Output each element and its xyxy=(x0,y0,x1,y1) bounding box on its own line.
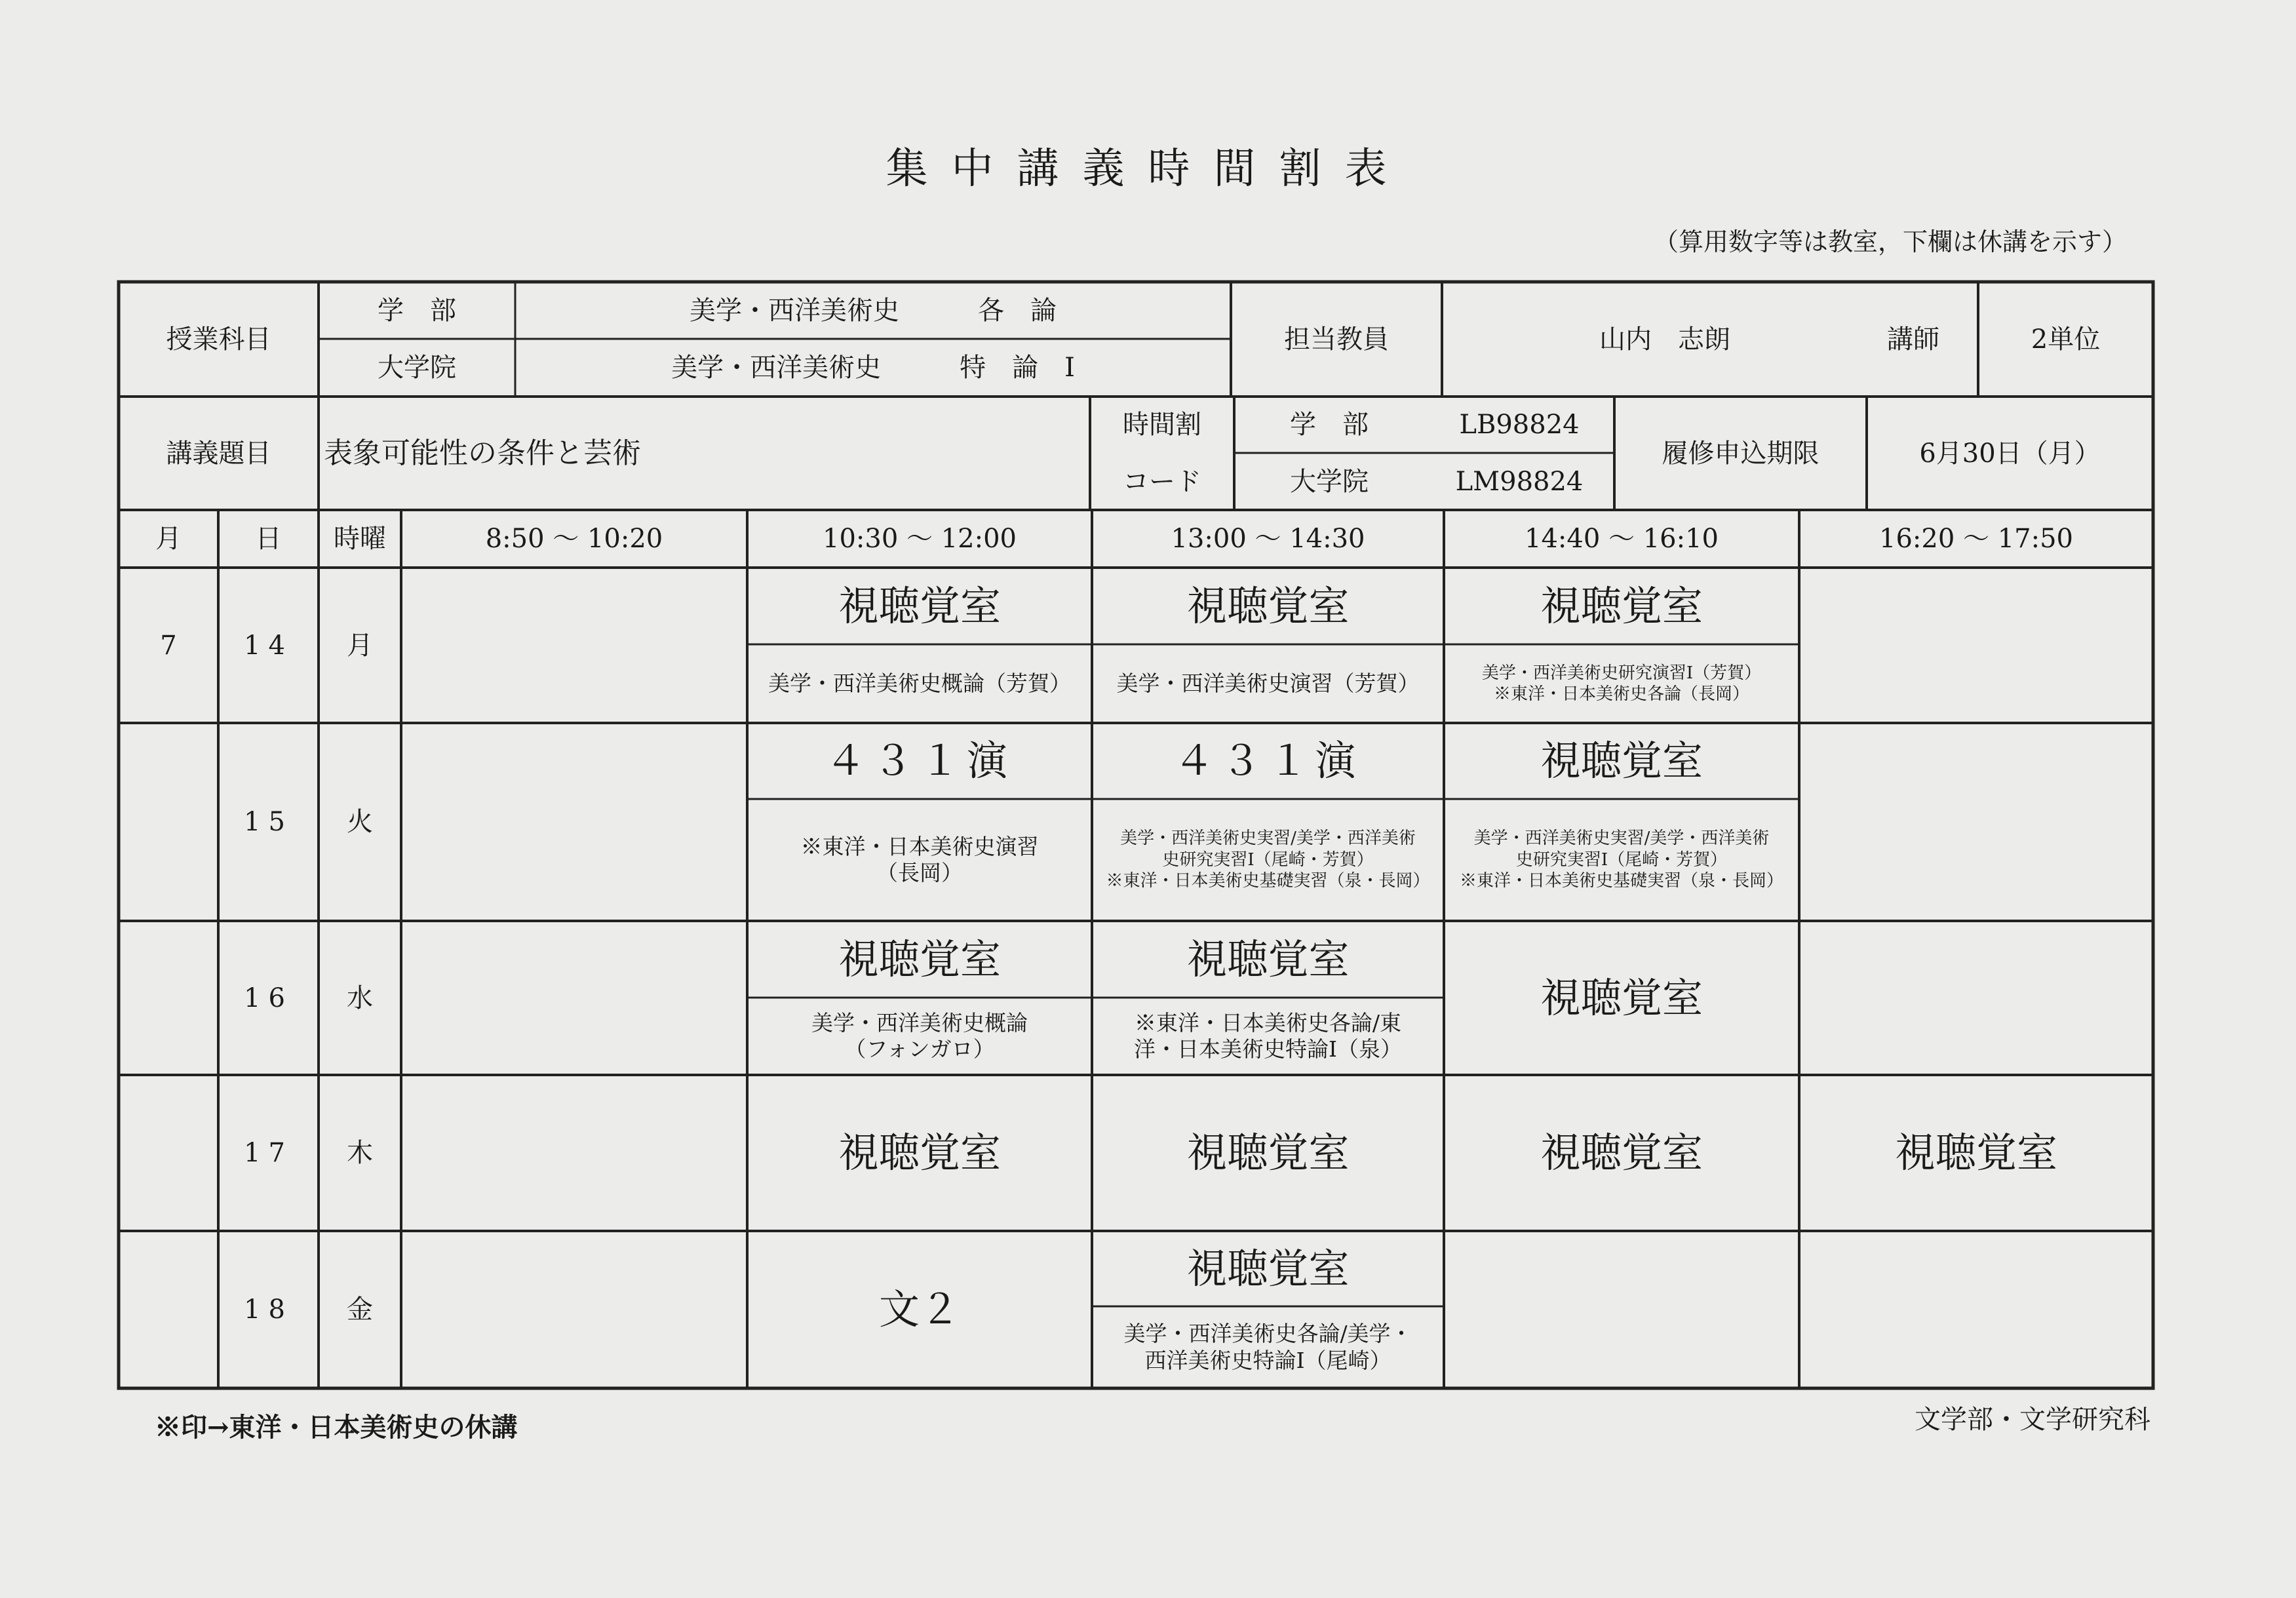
cancel-note: 美学・西洋美術史研究演習Ⅰ（芳賀） ※東洋・日本美術史各論（長岡） xyxy=(1481,663,1762,704)
legend-note: （算用数字等は教室，下欄は休講を示す） xyxy=(1653,227,2127,256)
room: 視聴覚室 xyxy=(1186,935,1350,983)
teacher-label: 担当教員 xyxy=(1284,324,1389,355)
room: 視聴覚室 xyxy=(1186,1244,1350,1293)
col-period-5: 16:20 ～ 17:50 xyxy=(1879,524,2073,554)
undergrad-label: 学 部 xyxy=(378,295,456,326)
row-weekday: 木 xyxy=(347,1138,373,1168)
col-period-1: 8:50 ～ 10:20 xyxy=(485,524,663,554)
row-weekday: 金 xyxy=(347,1295,373,1325)
teacher-role: 講師 xyxy=(1887,324,1939,355)
deadline: 6月30日（月） xyxy=(1919,438,2101,469)
cancel-note: 美学・西洋美術史各論/美学・ 西洋美術史特論Ⅰ（尾崎） xyxy=(1123,1321,1412,1373)
subject-label: 授業科目 xyxy=(166,324,271,355)
col-month: 月 xyxy=(155,524,182,554)
row-day: 14 xyxy=(244,630,293,661)
col-weekday: 時曜 xyxy=(334,524,386,554)
row-month: 7 xyxy=(160,630,177,661)
lecture-title-label: 講義題目 xyxy=(166,438,271,469)
col-day: 日 xyxy=(255,524,282,554)
room: 視聴覚室 xyxy=(838,935,1001,983)
room: 視聴覚室 xyxy=(1540,581,1703,630)
row-day: 16 xyxy=(244,983,293,1013)
teacher-name: 山内 志朗 xyxy=(1599,324,1730,355)
row-day: 17 xyxy=(244,1138,293,1168)
cancel-note: ※東洋・日本美術史各論/東 洋・日本美術史特論Ⅰ（泉） xyxy=(1133,1009,1403,1062)
cancel-note: 美学・西洋美術史実習/美学・西洋美術 史研究実習Ⅰ（尾崎・芳賀） ※東洋・日本美術史基礎実習（泉・長岡） xyxy=(1459,828,1783,891)
cancel-note: 美学・西洋美術史演習（芳賀） xyxy=(1116,670,1420,696)
room: 視聴覚室 xyxy=(1186,581,1350,630)
footer-department: 文学部・文学研究科 xyxy=(1915,1405,2150,1435)
room: 視聴覚室 xyxy=(838,581,1001,630)
credits: 2単位 xyxy=(2031,324,2101,355)
code-grad: LM98824 xyxy=(1455,466,1584,497)
room: 視聴覚室 xyxy=(1540,737,1703,785)
cancel-note: 美学・西洋美術史概論 （フォンガロ） xyxy=(811,1009,1028,1062)
subject-undergrad: 美学・西洋美術史 各 論 xyxy=(690,295,1057,326)
footer-legend: ※印→東洋・日本美術史の休講 xyxy=(155,1412,518,1443)
deadline-label: 履修申込期限 xyxy=(1662,438,1819,469)
room: 視聴覚室 xyxy=(1186,1129,1350,1177)
row-day: 15 xyxy=(244,807,293,837)
grad-label: 大学院 xyxy=(378,353,456,383)
col-period-4: 14:40 ～ 16:10 xyxy=(1525,524,1719,554)
room: 視聴覚室 xyxy=(838,1129,1001,1177)
cancel-note: ※東洋・日本美術史演習 （長岡） xyxy=(800,833,1039,886)
row-day: 18 xyxy=(244,1295,293,1325)
code-label-1: 時間割 xyxy=(1123,410,1201,440)
col-period-2: 10:30 ～ 12:00 xyxy=(823,524,1017,554)
page-title: 集中講義時間割表 xyxy=(885,145,1411,193)
room: 視聴覚室 xyxy=(1894,1129,2057,1177)
code-undergrad-label: 学 部 xyxy=(1290,410,1369,440)
code-grad-label: 大学院 xyxy=(1290,466,1369,497)
row-weekday: 月 xyxy=(347,630,373,661)
row-weekday: 火 xyxy=(347,807,373,837)
col-period-3: 13:00 ～ 14:30 xyxy=(1171,524,1365,554)
code-undergrad: LB98824 xyxy=(1459,410,1580,440)
room: 文２ xyxy=(878,1285,960,1334)
room: 視聴覚室 xyxy=(1540,1129,1703,1177)
room: 視聴覚室 xyxy=(1540,973,1703,1022)
cancel-note: 美学・西洋美術史概論（芳賀） xyxy=(768,670,1071,696)
room: ４３１演 xyxy=(825,737,1014,785)
lecture-title: 表象可能性の条件と芸術 xyxy=(324,437,641,470)
row-weekday: 水 xyxy=(347,983,373,1013)
room: ４３１演 xyxy=(1173,737,1363,785)
code-label-2: コード xyxy=(1123,466,1201,497)
cancel-note: 美学・西洋美術史実習/美学・西洋美術 史研究実習Ⅰ（尾崎・芳賀） ※東洋・日本美術史基礎実習（泉・長岡） xyxy=(1106,828,1430,891)
subject-grad: 美学・西洋美術史 特 論 Ⅰ xyxy=(671,353,1075,383)
